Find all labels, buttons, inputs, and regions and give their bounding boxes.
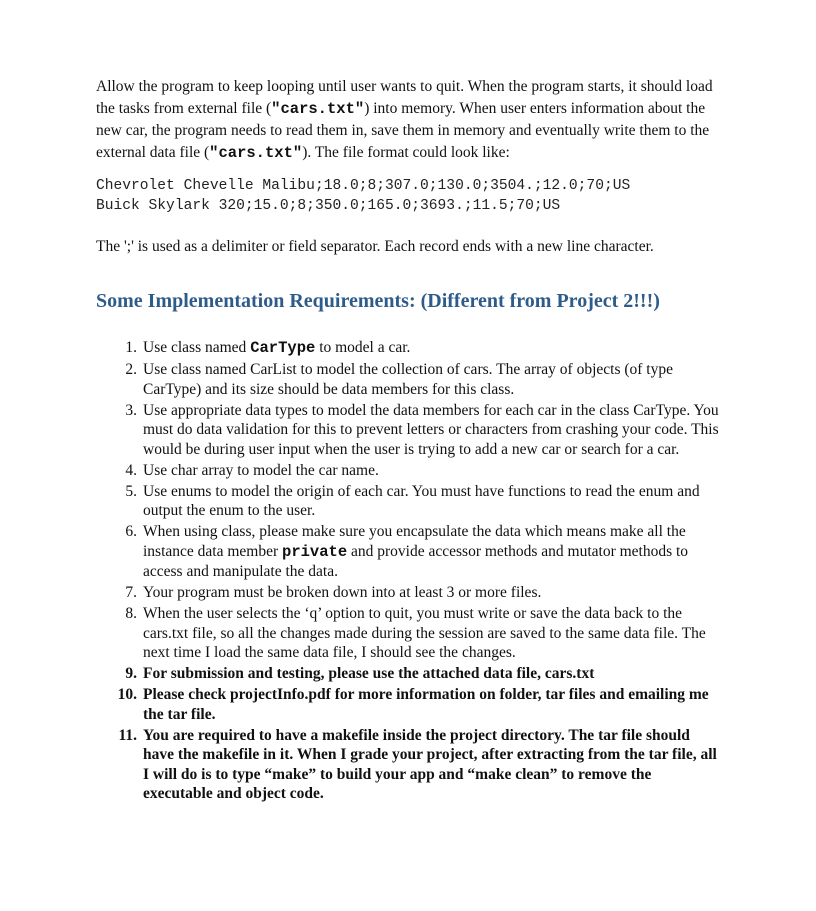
text-run: For submission and testing, please use the attached data file, cars.txt: [143, 665, 595, 682]
list-item: [110, 360, 720, 399]
list-item: [110, 522, 720, 582]
code-text: private: [282, 542, 348, 561]
list-item-number: 11.: [118, 726, 137, 744]
list-item-number: 9.: [125, 665, 137, 682]
text-run: ) into memory. When user enters information about the new car, the program needs to read them in, save them in memory and eventually write them to the external data file (: [96, 99, 710, 161]
list-item-number: 6.: [125, 523, 137, 540]
list-item: [110, 482, 720, 521]
list-item: [110, 461, 720, 481]
text-run: You are required to have a makefile inside the project directory. The tar file should have the makefile in it. When I grade your project, after extracting from the tar file, all I will do is to type “make” to build your app and “make clean” to remove the executable and object code.: [143, 726, 717, 802]
section-heading: Some Implementation Requirements: (Different from Project 2!!!): [96, 290, 660, 312]
code-text: "cars.txt": [209, 143, 303, 162]
list-item-number: 8.: [125, 605, 137, 622]
list-item-number: 2.: [125, 361, 137, 378]
code-line-2: Buick Skylark 320;15.0;8;350.0;165.0;3693.;11.5;70;US: [96, 198, 561, 214]
requirements-list: [110, 338, 720, 805]
text-run: Your program must be broken down into at least 3 or more files.: [143, 584, 542, 601]
text-run: and provide accessor methods and mutator methods to access and manipulate the data.: [143, 542, 689, 580]
text-run: to model a car.: [315, 339, 411, 356]
list-item: [110, 338, 720, 359]
list-item-number: 7.: [125, 584, 137, 601]
text-run: Use appropriate data types to model the data members for each car in the class CarType. You must do data validation for this to prevent letters or characters from crashing your code. This would be during user input when the user is trying to add a new car or search for a car.: [143, 401, 719, 458]
code-text: CarType: [250, 339, 316, 357]
text-run: Use enums to model the origin of each car. You must have functions to read the enum and output the enum to the user.: [143, 482, 700, 519]
text-run: Please check projectInfo.pdf for more information on folder, tar files and emailing me the tar file.: [143, 686, 709, 723]
list-item: [110, 401, 720, 460]
delimiter-paragraph: The ';' is used as a delimiter or field separator. Each record ends with a new line character.: [96, 238, 654, 255]
text-run: Use class named: [143, 339, 251, 356]
text-run: When using class, please make sure you encapsulate the data which means make all the instance data member: [143, 523, 686, 560]
text-run: Use char array to model the car name.: [143, 461, 379, 479]
code-line-1: Chevrolet Chevelle Malibu;18.0;8;307.0;130.0;3504.;12.0;70;US: [96, 178, 631, 194]
code-text: "cars.txt": [271, 99, 365, 118]
list-item-number: 4.: [125, 461, 137, 479]
text-run: When the user selects the ‘q’ option to quit, you must write or save the data back to the cars.txt file, so all the changes made during the session are saved to the same data file. The next time I load the same data file, I should see the changes.: [143, 605, 706, 661]
list-item: [110, 726, 720, 804]
text-run: Use class named CarList to model the collection of cars. The array of objects (of type CarType) and its size should be data members for this class.: [143, 361, 673, 398]
list-item: [110, 604, 720, 663]
text-run: Allow the program to keep looping until user wants to quit. When the program starts, it should load the tasks from external file (: [96, 78, 713, 117]
text-run: ). The file format could look like:: [302, 143, 510, 161]
intro-paragraph: [96, 76, 726, 164]
list-item-number: 3.: [125, 401, 137, 419]
list-item: [110, 685, 720, 724]
list-item: [110, 664, 720, 684]
list-item: [110, 583, 720, 603]
list-item-number: 10.: [117, 686, 137, 703]
list-item-number: 5.: [125, 482, 137, 500]
list-item-number: 1.: [125, 339, 137, 356]
